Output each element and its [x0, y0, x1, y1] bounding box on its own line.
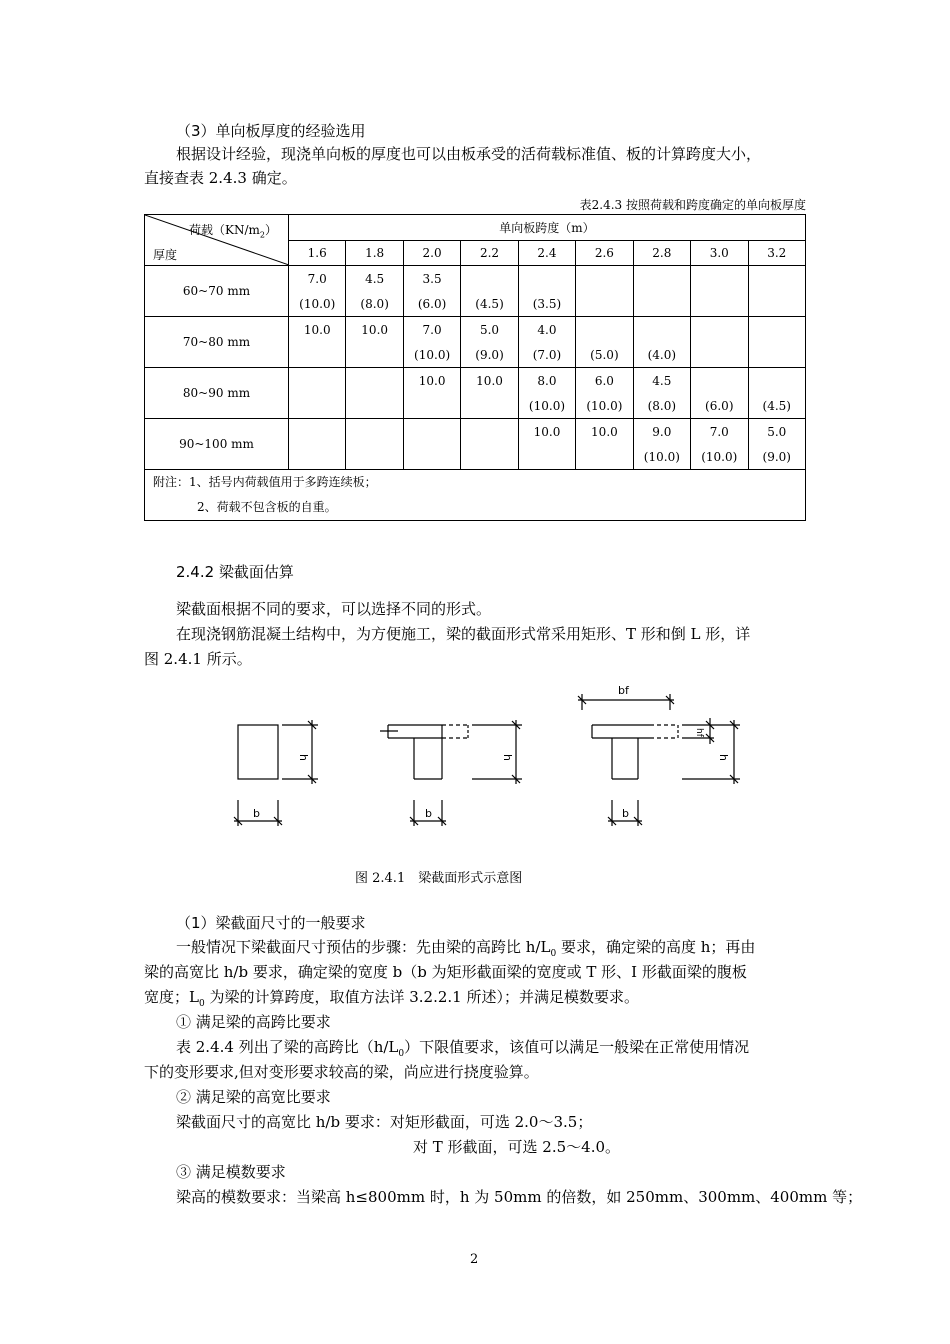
- table-row: [145, 419, 806, 470]
- span-value: 3.0: [691, 240, 748, 266]
- dimension-label-h: h: [297, 754, 310, 761]
- load-cell: [691, 266, 748, 317]
- continuous-span-load: (4.0): [647, 348, 677, 362]
- load-cell: [403, 419, 460, 470]
- single-span-load: 7.0: [422, 323, 442, 337]
- single-span-load: 7.0: [709, 425, 729, 439]
- load-cell: [633, 419, 690, 470]
- list-item-heading: ① 满足梁的高跨比要求: [176, 1013, 331, 1031]
- load-cell: [289, 266, 346, 317]
- load-cell: [691, 317, 748, 368]
- thickness-label: 60~70 mm: [145, 266, 289, 317]
- load-cell: [346, 317, 403, 368]
- thickness-label: 80~90 mm: [145, 368, 289, 419]
- table-row: [145, 368, 806, 419]
- slab-thickness-table: [144, 214, 806, 521]
- continuous-span-load: (6.0): [705, 399, 734, 413]
- continuous-span-load: (6.0): [417, 297, 447, 311]
- load-cell: [691, 368, 748, 419]
- list-item-heading: ② 满足梁的高宽比要求: [176, 1088, 331, 1106]
- note-line: 2、荷载不包含板的自重。: [197, 500, 337, 514]
- load-cell: [461, 266, 518, 317]
- dimension-label-b: b: [253, 807, 260, 820]
- dimension-label-hf: hf: [694, 728, 704, 737]
- single-span-load: 10.0: [418, 374, 446, 388]
- load-cell: [518, 419, 575, 470]
- paragraph-line: 宽度；$L_0$ 为梁的计算跨度，取值方法详 3.2.2.1 所述）；并满足模数要求。: [144, 988, 639, 1009]
- load-cell: [576, 368, 633, 419]
- t-section: [578, 694, 740, 826]
- single-span-load: 8.0: [537, 374, 557, 388]
- span-value: 2.6: [576, 240, 633, 266]
- section-heading: 2.4.2 梁截面估算: [176, 563, 294, 581]
- single-span-load: 10.0: [361, 323, 389, 337]
- continuous-span-load: (4.5): [475, 297, 504, 311]
- continuous-span-load: (7.0): [532, 348, 562, 362]
- thickness-label: 70~80 mm: [145, 317, 289, 368]
- load-cell: [403, 368, 460, 419]
- span-value: 3.2: [748, 240, 806, 266]
- single-span-load: 10.0: [591, 425, 618, 439]
- load-cell: [346, 266, 403, 317]
- paragraph-line: 下的变形要求,但对变形要求较高的梁，尚应进行挠度验算。: [144, 1063, 539, 1081]
- single-span-load: 3.5: [422, 272, 442, 286]
- load-cell: [403, 266, 460, 317]
- single-span-load: 6.0: [594, 374, 614, 388]
- span-value: 2.0: [403, 240, 460, 266]
- single-span-load: 7.0: [307, 272, 327, 286]
- dimension-label-b: b: [622, 807, 629, 820]
- single-span-load: 10.0: [533, 425, 561, 439]
- continuous-span-load: (8.0): [360, 297, 389, 311]
- load-cell: [633, 317, 690, 368]
- table-row: [145, 317, 806, 368]
- single-span-load: 4.5: [652, 374, 672, 388]
- paragraph-line: 一般情况下梁截面尺寸预估的步骤：先由梁的高跨比 $h/L_0$ 要求，确定梁的高度 h；再由: [176, 938, 756, 959]
- note-line: 附注：1、括号内荷载值用于多跨连续板；: [153, 475, 377, 489]
- single-span-load: 10.0: [476, 374, 503, 388]
- beam-section-figure: [220, 680, 760, 840]
- table-row: [145, 266, 806, 317]
- single-span-load: 9.0: [652, 425, 672, 439]
- load-cell: [748, 419, 806, 470]
- continuous-span-load: (10.0): [528, 399, 566, 413]
- single-span-load: 10.0: [303, 323, 331, 337]
- list-item-heading: ③ 满足模数要求: [176, 1163, 286, 1181]
- dimension-label-h: h: [501, 754, 514, 761]
- span-value: 2.4: [518, 240, 575, 266]
- continuous-span-load: (10.0): [701, 450, 738, 464]
- paragraph-line: 在现浇钢筋混凝土结构中，为方便施工，梁的截面形式常采用矩形、T 形和倒 L 形，详: [176, 625, 751, 643]
- load-cell: [289, 317, 346, 368]
- inverted-l-section: [380, 720, 522, 826]
- thickness-label: 90~100 mm: [145, 419, 289, 470]
- load-cell: [748, 368, 806, 419]
- paragraph-line: 对 T 形截面，可选 2.5～4.0。: [413, 1138, 621, 1156]
- continuous-span-load: (10.0): [643, 450, 680, 464]
- section-heading: （1）梁截面尺寸的一般要求: [176, 914, 366, 932]
- figure-caption: 图 2.4.1 梁截面形式示意图: [355, 871, 523, 886]
- paragraph-line: 梁截面尺寸的高宽比 h/b 要求：对矩形截面，可选 2.0～3.5；: [176, 1113, 593, 1131]
- single-span-load: 4.0: [537, 323, 557, 337]
- single-span-load: 5.0: [767, 425, 787, 439]
- span-value: 2.8: [633, 240, 690, 266]
- load-cell: [518, 368, 575, 419]
- single-span-load: 4.5: [365, 272, 385, 286]
- rectangular-section: [234, 720, 318, 826]
- load-cell: [403, 317, 460, 368]
- span-value: 1.8: [346, 240, 403, 266]
- load-cell: [748, 266, 806, 317]
- paragraph-line: 图 2.4.1 所示。: [144, 650, 252, 668]
- span-header: 单向板跨度（m）: [289, 215, 806, 241]
- corner-thickness-label: 厚度: [153, 248, 178, 262]
- load-cell: [461, 419, 518, 470]
- load-cell: [633, 368, 690, 419]
- load-cell: [461, 317, 518, 368]
- load-cell: [289, 419, 346, 470]
- paragraph-line: 表 2.4.4 列出了梁的高跨比$(h/L_0)$下限值要求，该值可以满足一般梁在正常使用情况: [176, 1038, 750, 1059]
- dimension-label-h: h: [717, 754, 730, 761]
- paragraph-line: 梁的高宽比 h/b 要求，确定梁的宽度 b（b 为矩形截面梁的宽度或 T 形、I 形截面梁的腹板: [144, 963, 747, 981]
- section-heading: （3）单向板厚度的经验选用: [176, 122, 366, 140]
- load-cell: [518, 317, 575, 368]
- continuous-span-load: (5.0): [590, 348, 619, 362]
- continuous-span-load: (3.5): [532, 297, 562, 311]
- load-cell: [576, 266, 633, 317]
- continuous-span-load: (10.0): [299, 297, 336, 311]
- dimension-label-bf: bf: [618, 684, 629, 697]
- continuous-span-load: (9.0): [762, 450, 791, 464]
- load-cell: [748, 317, 806, 368]
- load-cell: [576, 419, 633, 470]
- paragraph-line: 直接查表 2.4.3 确定。: [144, 169, 297, 187]
- load-cell: [461, 368, 518, 419]
- dimension-label-b: b: [425, 807, 432, 820]
- load-cell: [289, 368, 346, 419]
- continuous-span-load: (10.0): [586, 399, 623, 413]
- load-cell: [518, 266, 575, 317]
- paragraph-line: 根据设计经验，现浇单向板的厚度也可以由板承受的活荷载标准值、板的计算跨度大小，: [176, 145, 762, 163]
- table-corner-cell: [145, 215, 289, 266]
- continuous-span-load: (4.5): [762, 399, 791, 413]
- load-cell: [691, 419, 748, 470]
- load-cell: [633, 266, 690, 317]
- continuous-span-load: (8.0): [647, 399, 677, 413]
- table-note: [145, 470, 806, 521]
- table-caption: 表2.4.3 按照荷载和跨度确定的单向板厚度: [579, 198, 806, 212]
- continuous-span-load: (10.0): [414, 348, 451, 362]
- single-span-load: 5.0: [479, 323, 500, 337]
- span-value: 2.2: [461, 240, 518, 266]
- load-cell: [346, 368, 403, 419]
- load-cell: [346, 419, 403, 470]
- page-number: 2: [470, 1252, 479, 1267]
- paragraph-line: 梁截面根据不同的要求，可以选择不同的形式。: [176, 600, 492, 618]
- span-value: 1.6: [289, 240, 346, 266]
- corner-load-label: 荷载$(KN/m_2)$: [189, 223, 277, 240]
- continuous-span-load: (9.0): [475, 348, 504, 362]
- paragraph-line: 梁高的模数要求：当梁高 h≤800mm 时，h 为 50mm 的倍数，如 250mm、300mm、400mm 等；: [176, 1188, 863, 1206]
- load-cell: [576, 317, 633, 368]
